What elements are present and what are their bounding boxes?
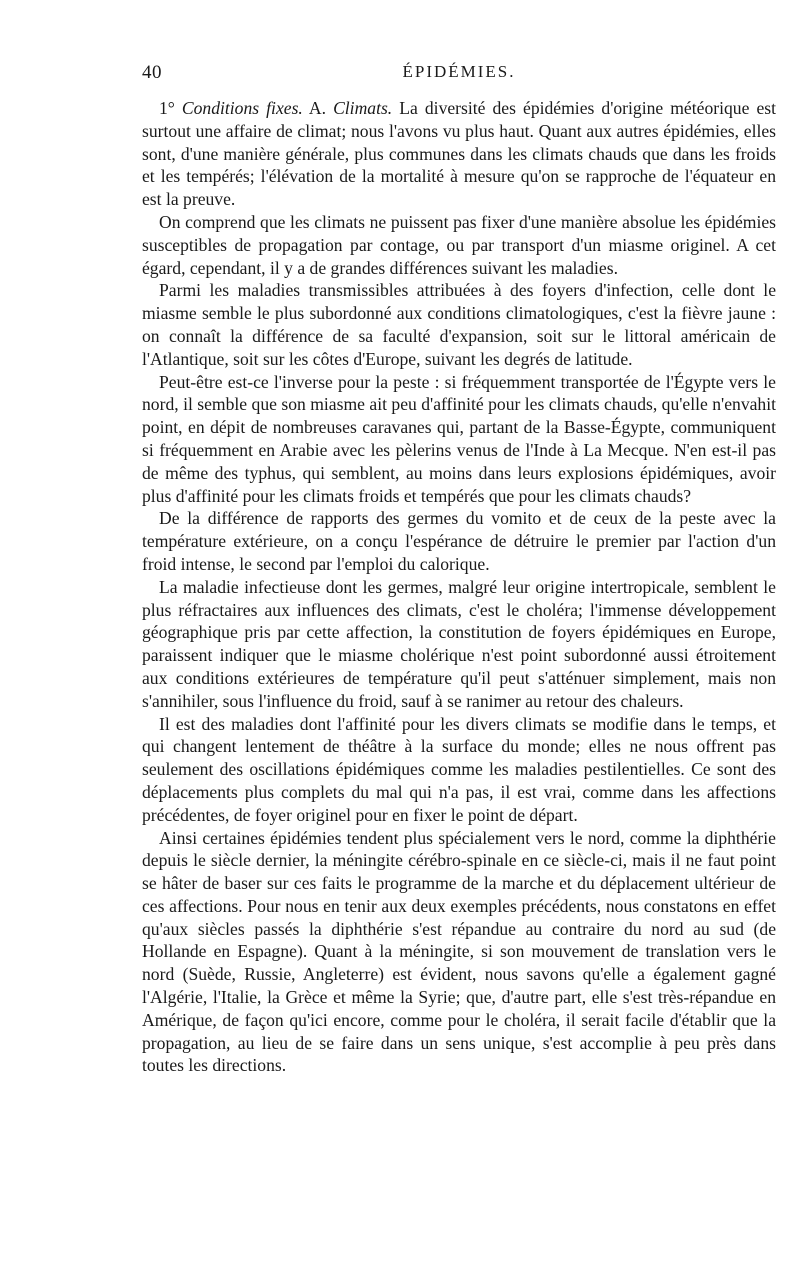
paragraph: Parmi les maladies transmissibles attribuées à des foyers d'infection, celle dont le miasme semble le plus subordonné aux conditions climatologiques, c'est la fièvre jaune : on connaît la différence de sa faculté d'expansion, soit sur le littoral américain de l'Atlantique, soit sur les côtes d'Europe, suivant les degrés de latitude. [142,280,776,369]
paragraph: De la différence de rapports des germes du vomito et de ceux de la peste avec la température extérieure, on a conçu l'espérance de détruire le premier par l'action d'un froid intense, le second par l'emploi du calorique. [142,508,776,574]
paragraph: Peut-être est-ce l'inverse pour la peste : si fréquemment transportée de l'Égypte vers le nord, il semble que son miasme ait peu d'affinité pour les climats chauds, qu'elle n'envahit point, en dépit de nombreuses caravanes qui, partant de la Basse-Égypte, communiquent si fréquemment en Arabie avec les pèlerins venus de l'Inde à La Mecque. N'en est-il pas de même des typhus, qui semblent, au moins dans leurs explosions épidémiques, avoir plus d'affinité pour les climats froids et tempérés que pour les climats chauds? [142,371,776,506]
running-title: ÉPIDÉMIES. [402,62,516,81]
section-heading: Conditions fixes. [181,98,303,118]
paragraph: Ainsi certaines épidémies tendent plus spécialement vers le nord, comme la diphthérie depuis le siècle dernier, la méningite cérébro-spinale en ce siècle-ci, mais il ne faut point se hâter de baser sur ces faits le programme de la marche et du déplacement ultérieur de ces affections. Pour nous en tenir aux deux exemples précédents, nous constatons en effet qu'aux siècles passés la diphthérie s'est répandue au contraire du nord au sud (de Hollande en Espagne). Quant à la méningite, si son mouvement de translation vers le nord (Suède, Russie, Angleterre) est évident, nous savons qu'elle a également gagné l'Algérie, l'Italie, la Grèce et même la Syrie; que, d'autre part, elle s'est très-répandue en Amérique, de façon qu'ici encore, comme pour le choléra, il serait facile d'établir que la propagation, au lieu de se faire dans un sens unique, s'est accomplie à peu près dans toutes les directions. [142,827,776,1076]
paragraph-conditions-fixes [142,97,776,211]
paragraph: Il est des maladies dont l'affinité pour les divers climats se modifie dans le temps, et qui changent lentement de théâtre à la surface du monde; elles ne nous offrent pas seulement des oscillations épidémiques comme les maladies pestilentielles. Ce sont des déplacements plus complets du mal qui n'a pas, il est vrai, comme dans les affections précédentes, de foyer originel pour en fixer le point de départ. [142,713,776,825]
paragraph: La maladie infectieuse dont les germes, malgré leur origine intertropicale, semblent le plus réfractaires aux influences des climats, c'est le choléra; l'immense développement géographique pris par cette affection, la constitution de foyers épidémiques en Europe, paraissent indiquer que le miasme cholérique n'est point subordonné aussi étroitement aux conditions extérieures de température qu'il peut s'atténuer simplement, mais non s'annihiler, sous l'influence du froid, sauf à se ranimer au retour des chaleurs. [142,576,776,711]
body-text [142,97,776,1077]
section-number: 1° [159,98,182,118]
subsection-heading: Climats. [333,98,393,118]
paragraph-text: La diversité des épidémies d'origine météorique est surtout une affaire de climat; nous l'avons vu plus haut. Quant aux autres épidémies, elles sont, d'une manière générale, plus communes dans les climats chauds que dans les froids et les tempérés; l'élévation de la mortalité à mesure qu'on se rapproche de l'équateur en est la preuve. [142,98,776,210]
paragraph: On comprend que les climats ne puissent pas fixer d'une manière absolue les épidémies susceptibles de propagation par contage, ou par transport d'un miasme originel. A cet égard, cependant, il y a de grandes différences suivant les maladies. [142,211,776,278]
page-number: 40 [142,62,162,83]
page-header [142,62,776,90]
subsection-letter: A. [302,98,334,118]
